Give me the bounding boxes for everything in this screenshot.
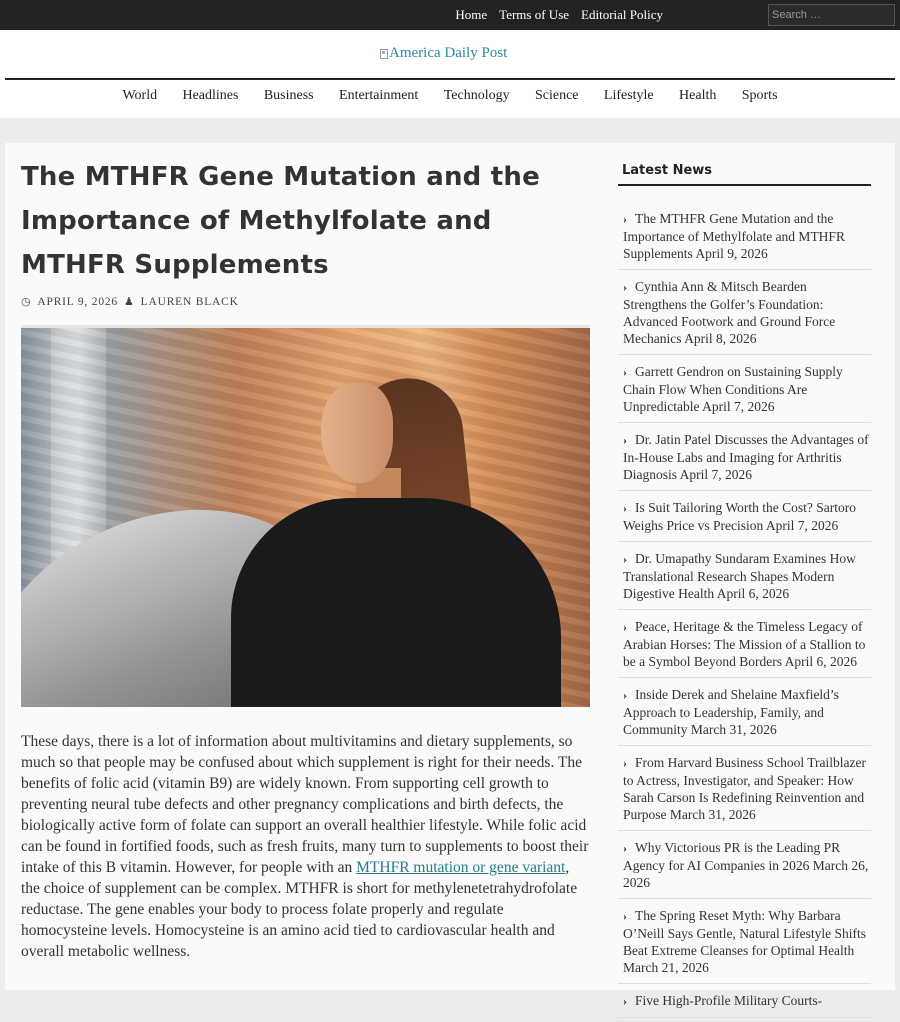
clock-icon: ◷ xyxy=(21,296,32,308)
top-nav xyxy=(455,0,663,30)
news-item xyxy=(618,614,871,678)
chevron-right-icon: › xyxy=(623,909,627,923)
latest-news-title: Latest News xyxy=(618,163,871,186)
sidebar xyxy=(618,163,871,1022)
news-date: March 26, 2026 xyxy=(623,858,869,890)
article-paragraph-end: , the choice of supplement can be complex. MTHFR is short for methylenetetrahydrofolate reductase. The gene enables your body to process folate properly and regulate homocysteine levels. Homocysteine is an amino acid tied to cardiovascular health and overall metabolic wellness. xyxy=(21,859,578,960)
news-link[interactable]: Is Suit Tailoring Worth the Cost? Sartoro Weighs Price vs Precision xyxy=(623,500,856,533)
news-item xyxy=(618,835,871,899)
broken-image-icon xyxy=(380,49,388,59)
news-item xyxy=(618,274,871,355)
news-date: March 31, 2026 xyxy=(690,722,777,737)
news-date: April 6, 2026 xyxy=(784,654,857,669)
chevron-right-icon: › xyxy=(623,280,627,294)
nav-headlines[interactable]: Headlines xyxy=(182,88,239,103)
news-item xyxy=(618,682,871,746)
news-date: March 21, 2026 xyxy=(623,960,709,975)
chevron-right-icon: › xyxy=(623,501,627,515)
news-item xyxy=(618,427,871,491)
news-link[interactable]: Dr. Umapathy Sundaram Examines How Translational Research Shapes Modern Digestive Health xyxy=(623,551,856,601)
article-body xyxy=(21,731,591,962)
chevron-right-icon: › xyxy=(623,756,627,770)
nav-business[interactable]: Business xyxy=(263,88,314,103)
chevron-right-icon: › xyxy=(623,620,627,634)
hero-face xyxy=(321,383,393,483)
news-item xyxy=(618,988,871,1018)
news-link[interactable]: From Harvard Business School Trailblazer to Actress, Investigator, and Speaker: How Sarah Carson Is Redefining Reinvention and Purpose xyxy=(623,755,866,822)
news-link[interactable]: Dr. Jatin Patel Discusses the Advantages of In-House Labs and Imaging for Arthritis Diagnosis xyxy=(623,432,869,482)
news-date: April 9, 2026 xyxy=(695,246,768,261)
content-area xyxy=(5,143,895,1008)
nav-lifestyle[interactable]: Lifestyle xyxy=(603,88,654,103)
news-date: April 7, 2026 xyxy=(679,467,753,482)
chevron-right-icon: › xyxy=(623,841,627,855)
top-nav-editorial-policy[interactable]: Editorial Policy xyxy=(581,7,663,22)
logo-alt-text: America Daily Post xyxy=(389,45,508,61)
article-author[interactable]: LAUREN BLACK xyxy=(140,295,239,308)
news-link[interactable]: Five High-Profile Military Courts- xyxy=(635,993,823,1008)
news-link[interactable]: Why Victorious PR is the Leading PR Agency for AI Companies in 2026 xyxy=(623,840,841,873)
chevron-right-icon: › xyxy=(623,552,627,566)
article-meta xyxy=(21,295,591,308)
chevron-right-icon: › xyxy=(623,433,627,447)
news-item xyxy=(618,546,871,610)
chevron-right-icon: › xyxy=(623,688,627,702)
news-item xyxy=(618,750,871,831)
article-title: The MTHFR Gene Mutation and the Importance of Methylfolate and MTHFR Supplements xyxy=(21,162,540,280)
top-nav-terms[interactable]: Terms of Use xyxy=(499,7,570,22)
nav-health[interactable]: Health xyxy=(679,88,717,103)
news-item xyxy=(618,206,871,270)
news-item xyxy=(618,903,871,984)
nav-sports[interactable]: Sports xyxy=(741,88,778,103)
news-item xyxy=(618,495,871,542)
site-logo[interactable] xyxy=(380,45,507,62)
chevron-right-icon: › xyxy=(623,994,627,1008)
news-date: April 8, 2026 xyxy=(684,331,757,346)
nav-technology[interactable]: Technology xyxy=(443,88,510,103)
user-icon: ♟ xyxy=(123,296,135,308)
header-divider xyxy=(5,78,895,80)
news-link[interactable]: Garrett Gendron on Sustaining Supply Chain Flow When Conditions Are Unpredictable xyxy=(623,364,843,414)
news-link[interactable]: Cynthia Ann & Mitsch Bearden Strengthens the Golfer’s Foundation: Advanced Footwork and Ground Force Mechanics xyxy=(623,279,836,346)
nav-entertainment[interactable]: Entertainment xyxy=(339,88,419,103)
search-input[interactable] xyxy=(768,4,895,26)
top-nav-home[interactable]: Home xyxy=(455,7,488,22)
top-bar xyxy=(0,0,900,30)
mthfr-link[interactable]: MTHFR mutation or gene variant xyxy=(356,859,566,876)
news-date: April 7, 2026 xyxy=(765,518,839,533)
article-date[interactable]: APRIL 9, 2026 xyxy=(37,295,118,308)
chevron-right-icon: › xyxy=(623,365,627,379)
nav-world[interactable]: World xyxy=(122,88,158,103)
news-date: April 7, 2026 xyxy=(702,399,775,414)
chevron-right-icon: › xyxy=(623,212,627,226)
article xyxy=(21,155,591,962)
news-link[interactable]: Inside Derek and Shelaine Maxfield’s Approach to Leadership, Family, and Community xyxy=(623,687,839,737)
news-link[interactable]: The MTHFR Gene Mutation and the Importance of Methylfolate and MTHFR Supplements xyxy=(623,211,845,261)
site-header xyxy=(0,30,900,118)
article-paragraph-start: These days, there is a lot of information about multivitamins and dietary supplements, so much so that people may be confused about which supplement is right for their needs. The benefits of folic acid (vitamin B9) are widely known. From supporting cell growth to preventing neural tube defects and other pregnancy complications and birth defects, the biologically active form of folate can support an overall healthier lifestyle. While folic acid can be found in fortified foods, such as fresh fruits, many turn to supplements to boost their intake of this B vitamin. However, for people with an xyxy=(21,733,589,876)
news-link[interactable]: Peace, Heritage & the Timeless Legacy of Arabian Horses: The Mission of a Stallion to be a Symbol Beyond Borders xyxy=(623,619,866,669)
article-hero-image xyxy=(21,325,590,707)
latest-news-list xyxy=(618,206,871,1018)
main-nav xyxy=(0,88,900,110)
news-date: March 31, 2026 xyxy=(669,807,756,822)
nav-science[interactable]: Science xyxy=(534,88,579,103)
news-link[interactable]: The Spring Reset Myth: Why Barbara O’Neill Says Gentle, Natural Lifestyle Shifts Beat Extreme Cleanses for Optimal Health xyxy=(623,908,866,958)
news-item xyxy=(618,359,871,423)
news-date: April 6, 2026 xyxy=(716,586,790,601)
